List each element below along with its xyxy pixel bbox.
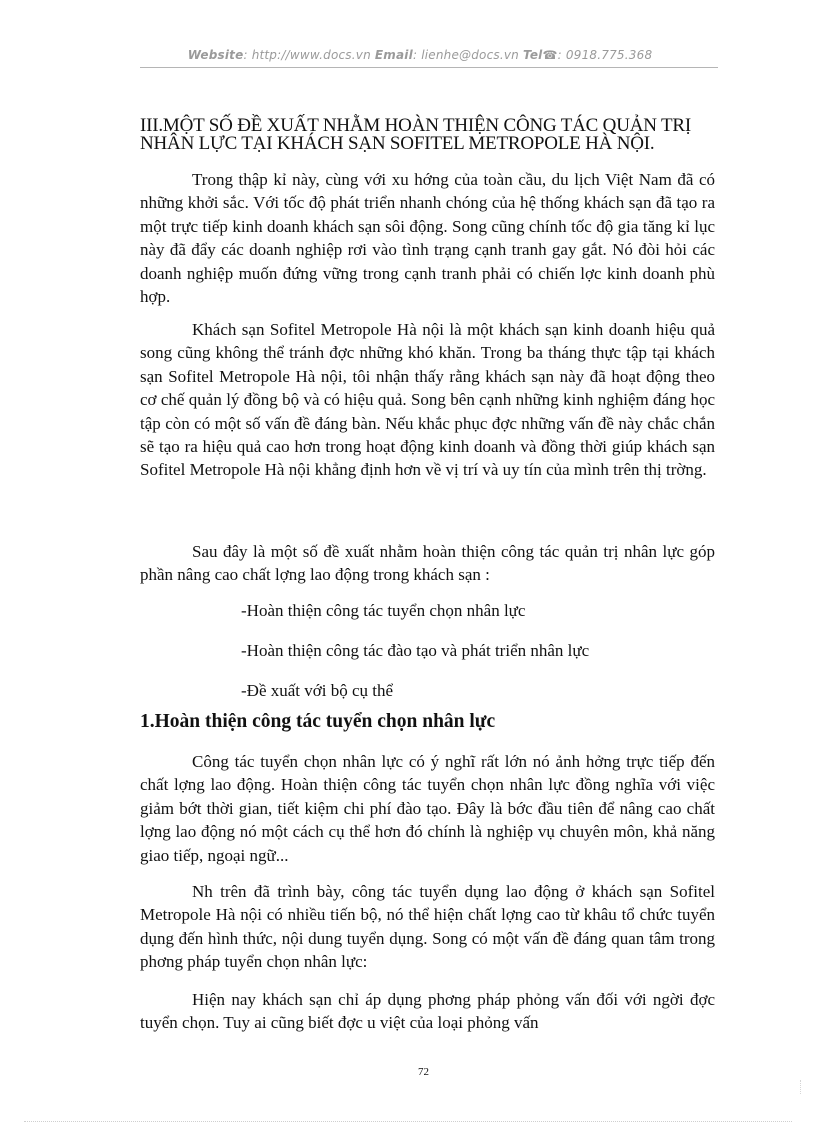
email-value: : lienhe@docs.vn xyxy=(412,48,519,62)
bullet-item-3: -Đề xuất với bộ cụ thể xyxy=(241,681,394,700)
paragraph-4: Công tác tuyển chọn nhân lực có ý nghĩ rất lớn nó ảnh hởng trực tiếp đến chất lợng lao động. Hoàn thiện công tác tuyển chọn nhân lực đồng nghĩa với việc giảm bớt thời gian, tiết kiệm chi phí đào tạo. Đây là bớc đầu tiên để nâng cao chất lợng lao động nó một cách cụ thể hơn đó chính là nghiệp vụ chuyên môn, khả năng giao tiếp, ngoại ngữ... xyxy=(140,752,715,865)
page-header xyxy=(140,48,700,62)
paragraph-6: Hiện nay khách sạn chỉ áp dụng phơng pháp phỏng vấn đối với ngời đợc tuyển chọn. Tuy ai cũng biết đợc u việt của loại phỏng vấn xyxy=(140,990,715,1033)
bullet-item-2: -Hoàn thiện công tác đào tạo và phát triển nhân lực xyxy=(241,641,590,660)
paragraph-1: Trong thập kỉ này, cùng với xu hớng của toàn cầu, du lịch Việt Nam đã có những khởi sắc. Với tốc độ phát triển nhanh chóng của hệ thống khách sạn đã tạo ra một trực tiếp kinh doanh khách sạn sôi động. Song cũng chính tốc độ gia tăng kỉ lục này đã đẩy các doanh nghiệp rơi vào tình trạng cạnh tranh gay gắt. Nó đòi hỏi các doanh nghiệp muốn đứng vững trong cạnh tranh phải có chiến lợc kinh doanh phù hợp. xyxy=(140,170,715,307)
footer-divider xyxy=(24,1121,792,1122)
section-title: III.MỘT SỐ ĐỀ XUẤT NHẰM HOÀN THIỆN CÔNG TÁC QUẢN TRỊ NHÂN LỰC TẠI KHÁCH SẠN SOFITEL METROPOLE HÀ NỘI. xyxy=(140,115,691,154)
bullet-item-1: -Hoàn thiện công tác tuyển chọn nhân lực xyxy=(241,601,526,620)
paragraph-3: Sau đây là một số đề xuất nhằm hoàn thiện công tác quản trị nhân lực góp phần nâng cao chất lợng lao động trong khách sạn : xyxy=(140,542,715,585)
footer-corner-mark xyxy=(800,1080,815,1094)
tel-label: Tel xyxy=(523,48,543,62)
tel-value: ☎: 0918.775.368 xyxy=(542,48,653,62)
website-value: : http://www.docs.vn xyxy=(243,48,371,62)
website-label: Website xyxy=(187,48,244,62)
paragraph-2: Khách sạn Sofitel Metropole Hà nội là một khách sạn kinh doanh hiệu quả song cũng không thể tránh đợc những khó khăn. Trong ba tháng thực tập tại khách sạn Sofitel Metropole Hà nội, tôi nhận thấy rằng khách sạn này đã hoạt động theo cơ chế quản lý đồng bộ và có hiệu quả. Song bên cạnh những kinh nghiệm đáng học tập còn có một số vấn đề đáng bàn. Nếu khắc phục đợc những vấn đề này chắc chắn sẽ tạo ra hiệu quả cao hơn trong hoạt động kinh doanh và đồng thời giúp khách sạn Sofitel Metropole Hà nội khẳng định hơn về vị trí và uy tín của mình trên thị trờng. xyxy=(140,320,715,480)
email-label: Email xyxy=(374,48,413,62)
subheading: 1.Hoàn thiện công tác tuyển chọn nhân lực xyxy=(140,711,496,732)
header-divider xyxy=(140,67,718,68)
paragraph-5: Nh trên đã trình bày, công tác tuyển dụng lao động ở khách sạn Sofitel Metropole Hà nội có nhiều tiến bộ, nó thể hiện chất lợng cao từ khâu tổ chức tuyển dụng đến hình thức, nội dung tuyển dụng. Song có một vấn đề đáng quan tâm trong phơng pháp tuyển chọn nhân lực: xyxy=(140,882,715,972)
page-number: 72 xyxy=(418,1066,429,1078)
